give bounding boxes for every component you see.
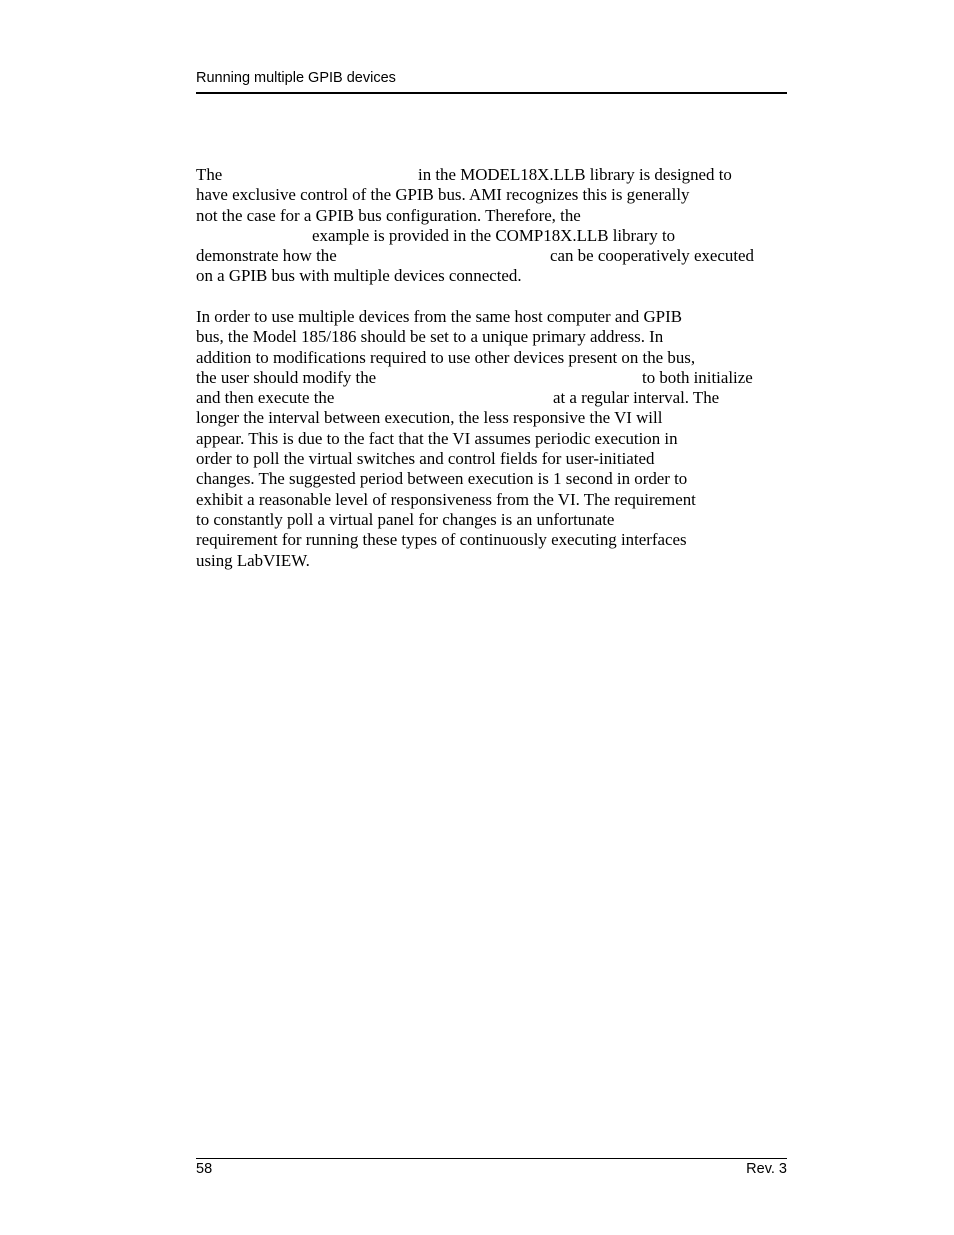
text-segment: The [196,165,223,184]
text-line: to constantly poll a virtual panel for changes is an unfortunate [196,509,615,529]
page-footer [196,1158,787,1181]
text-line [196,368,791,388]
text-line: bus, the Model 185/186 should be set to a unique primary address. In [196,327,664,347]
text-line: have exclusive control of the GPIB bus. AMI recognizes this is generally [196,185,690,205]
text-line: appear. This is due to the fact that the VI assumes periodic execution in [196,428,678,448]
header-title: Running multiple GPIB devices [196,70,396,86]
text-line: In order to use multiple devices from the same host computer and GPIB [196,307,682,326]
text-line: requirement for running these types of continuously executing interfaces [196,530,687,550]
text-line: exhibit a reasonable level of responsiveness from the VI. The requirement [196,489,696,509]
text-segment: the user should modify the [196,367,377,387]
paragraph-gpib-exclusive-control [196,165,791,287]
text-line: on a GPIB bus with multiple devices connected. [196,266,522,286]
text-segment: at a regular interval. The [553,388,720,408]
text-line [196,165,791,185]
text-segment: and then execute the [196,388,335,408]
text-line: using LabVIEW. [196,550,310,570]
text-line: order to poll the virtual switches and control fields for user-initiated [196,449,655,469]
text-segment: can be cooperatively executed [550,246,754,266]
revision-label: Rev. 3 [746,1161,787,1177]
text-line: longer the interval between execution, the less responsive the VI will [196,408,663,428]
text-segment: example is provided in the COMP18X.LLB library to [312,225,676,245]
text-line [196,226,791,246]
text-segment: to both initialize [642,367,753,387]
text-line: changes. The suggested period between execution is 1 second in order to [196,469,688,489]
text-line [196,388,791,408]
text-line: addition to modifications required to use other devices present on the bus, [196,347,696,367]
page-number: 58 [196,1161,213,1177]
page-header [196,68,787,94]
text-segment: demonstrate how the [196,246,337,266]
text-line [196,246,791,266]
text-segment: in the MODEL18X.LLB library is designed to [418,165,732,184]
text-line: not the case for a GPIB bus configuration. Therefore, the [196,205,581,225]
paragraph-multiple-devices [196,307,791,571]
